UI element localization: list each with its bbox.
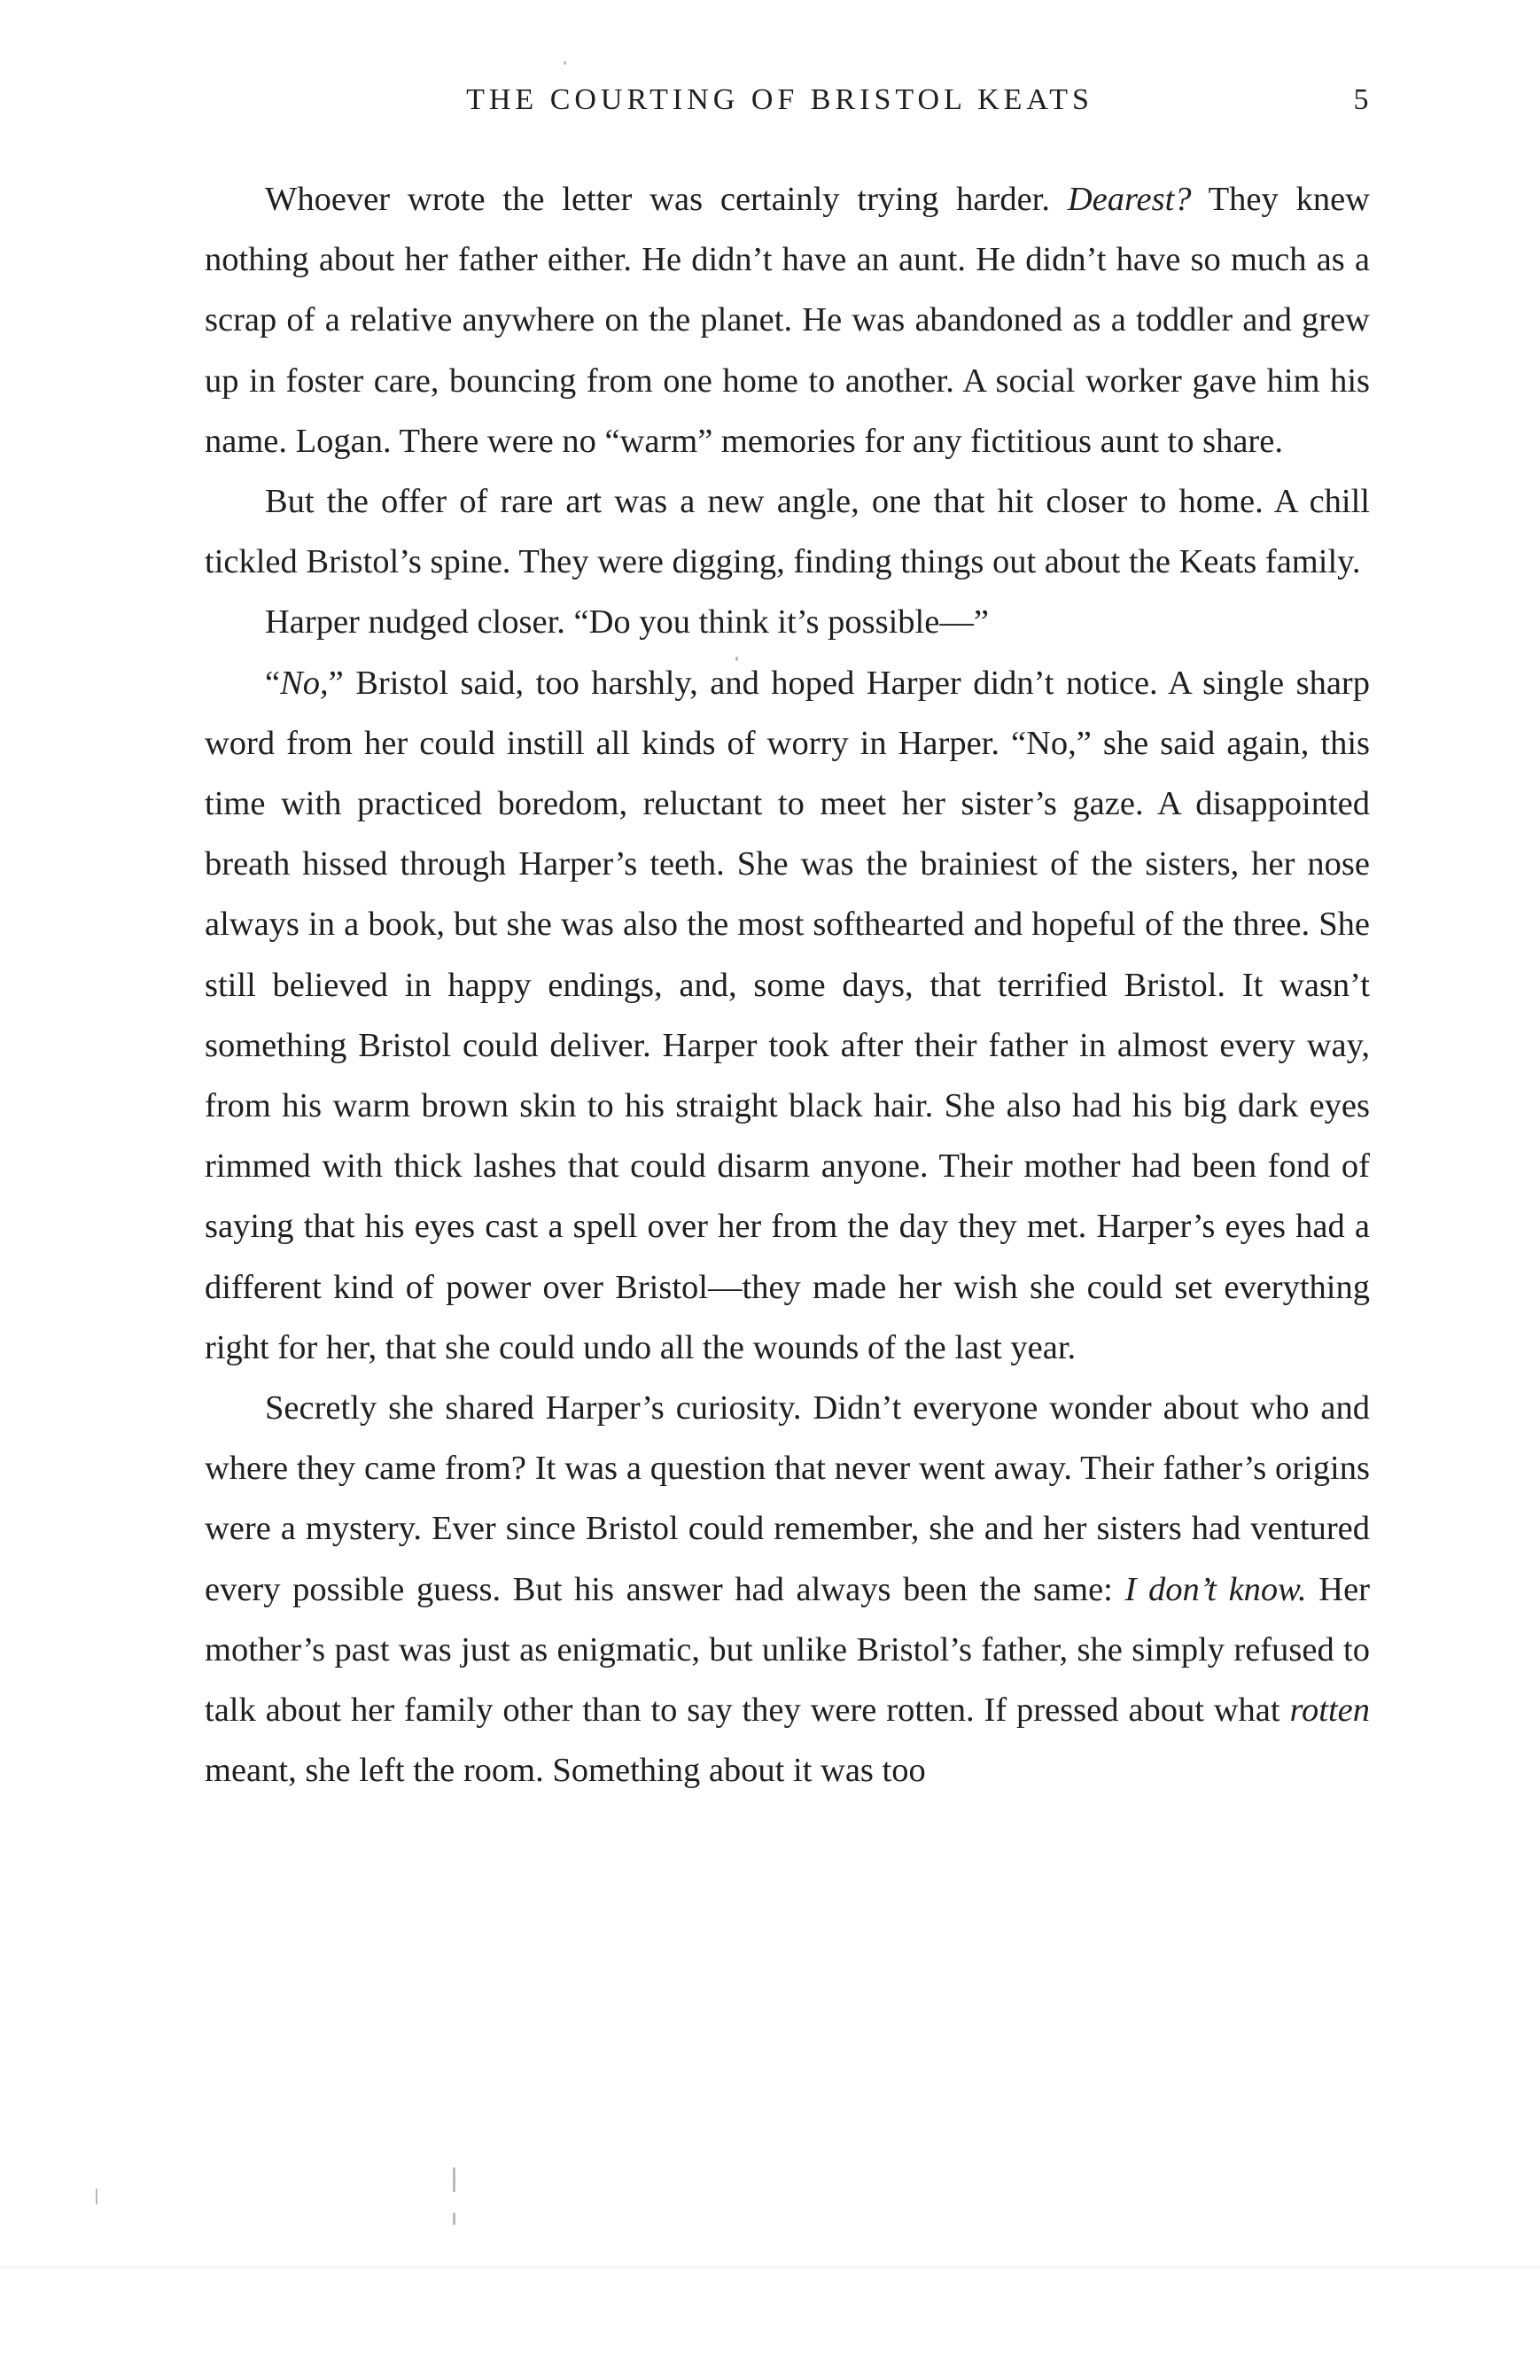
- running-head: [204, 78, 1369, 122]
- scan-speck: [453, 2167, 455, 2192]
- paragraph-5-text-a: Secretly she shared Harper’s curiosity. Didn’t everyone wonder about who and where they came from? It was a question that never went away. Their father’s origins were a mystery. Ever since Bristol could remember, she and her sisters had ventured every possible guess. But his answer had always been the same:: [205, 1389, 1370, 1608]
- paragraph-1-text-a: Whoever wrote the letter was certainly trying harder.: [265, 181, 1068, 218]
- paragraph-5-text-e: meant, she left the room. Something about it was too: [205, 1752, 926, 1790]
- paragraph-5-text-c: Her mother’s past was just as enigmatic, but unlike Bristol’s father, she simply refused to talk about her family other than to say they were rotten. If pressed about what: [205, 1570, 1370, 1730]
- paragraph-1: [205, 169, 1370, 471]
- paragraph-5: [205, 1378, 1370, 1801]
- paragraph-5-italic-rotten: rotten: [1289, 1692, 1370, 1730]
- paragraph-1-italic: Dearest?: [1067, 181, 1192, 218]
- running-title: THE COURTING OF BRISTOL KEATS: [466, 83, 1093, 116]
- scan-speck: [96, 2189, 97, 2205]
- body-text: [205, 169, 1370, 1801]
- paragraph-4-text-c: ” Bristol said, too harshly, and hoped Harper didn’t notice. A single sharp word from her could instill all kinds of worry in Harper. “No,” she said again, this time with practiced boredom, reluctant to meet her sister’s gaze. A disappointed breath hissed through Harper’s teeth. She was the brainiest of the sisters, her nose always in a book, but she was also the most softhearted and hopeful of the three. She still believed in happy endings, and, some days, that terrified Bristol. It wasn’t something Bristol could deliver. Harper took after their father in almost every way, from his warm brown skin to his straight black hair. She also had his big dark eyes rimmed with thick lashes that could disarm anyone. Their mother had been fond of saying that his eyes cast a spell over her from the day they met. Harper’s eyes had a different kind of power over Bristol—they made her wish she could set everything right for her, that she could undo all the wounds of the last year.: [205, 664, 1370, 1366]
- paragraph-4-italic: No,: [280, 664, 329, 702]
- scan-edge-shadow: [0, 2265, 1540, 2270]
- paragraph-4: [205, 653, 1370, 1378]
- paragraph-5-italic-dont-know: I don’t know.: [1124, 1570, 1307, 1608]
- paragraph-3: Harper nudged closer. “Do you think it’s possible—”: [265, 603, 989, 642]
- scan-speck: [453, 2213, 455, 2225]
- page-number: 5: [1353, 83, 1369, 116]
- paragraph-4-open-quote: “: [265, 664, 281, 702]
- scan-speck: [564, 61, 566, 65]
- paragraph-2: But the offer of rare art was a new angle, one that hit closer to home. A chill tickled Bristol’s spine. They were digging, finding things out about the Keats family.: [205, 483, 1370, 581]
- paragraph-1-text-c: They knew nothing about her father either. He didn’t have an aunt. He didn’t have so much as a scrap of a relative anywhere on the planet. He was abandoned as a toddler and grew up in foster care, bouncing from one home to another. A social worker gave him his name. Logan. There were no “warm” memories for any fictitious aunt to share.: [205, 181, 1370, 460]
- scan-speck: [735, 657, 738, 661]
